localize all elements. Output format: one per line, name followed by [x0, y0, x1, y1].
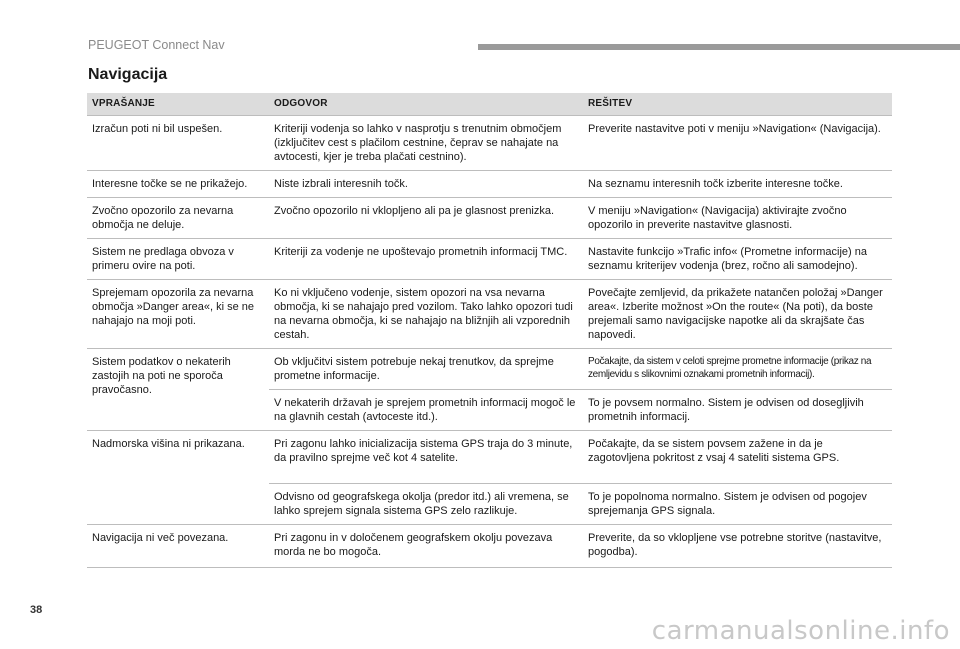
table-row: [87, 239, 892, 280]
question-cell: Sistem podatkov o nekaterih zastojih na poti ne sporoča pravočasno.: [87, 349, 269, 431]
solution-cell: Počakajte, da sistem v celoti sprejme prometne informacije (prikaz na zemljevidu s slikovnimi oznakami prometnih informacij).: [583, 349, 892, 390]
troubleshooting-table: [87, 93, 892, 568]
header-bar: [478, 44, 960, 50]
table-row: [87, 198, 892, 239]
page-title: Navigacija: [88, 66, 168, 83]
solution-cell: Preverite nastavitve poti v meniju »Navigation« (Navigacija).: [583, 116, 892, 171]
watermark: carmanualsonline.info: [651, 616, 950, 646]
table-row: [87, 171, 892, 198]
answer-cell: Pri zagonu lahko inicializacija sistema GPS traja do 3 minute, da pravilno sprejme več kot 4 satelite.: [269, 431, 583, 484]
table-row: [87, 280, 892, 349]
page-number: 38: [30, 604, 43, 616]
solution-cell: To je popolnoma normalno. Sistem je odvisen od pogojev sprejemanja GPS signala.: [583, 484, 892, 525]
column-header-solution: REŠITEV: [583, 93, 892, 116]
answer-cell: Ko ni vključeno vodenje, sistem opozori na vsa nevarna območja, ki se nahajajo pred vozilom. Tako lahko opozori tudi na nevarna območja, ki se nahajajo na bližnjih ali vzporednih cestah.: [269, 280, 583, 349]
solution-cell: V meniju »Navigation« (Navigacija) aktivirajte zvočno opozorilo in preverite nastavitve glasnosti.: [583, 198, 892, 239]
question-cell: Navigacija ni več povezana.: [87, 525, 269, 568]
answer-cell: Zvočno opozorilo ni vklopljeno ali pa je glasnost prenizka.: [269, 198, 583, 239]
answer-cell: Niste izbrali interesnih točk.: [269, 171, 583, 198]
answer-cell: Pri zagonu in v določenem geografskem okolju povezava morda ne bo mogoča.: [269, 525, 583, 568]
solution-cell: Počakajte, da se sistem povsem zažene in da je zagotovljena pokritost z vsaj 4 sateliti sistema GPS.: [583, 431, 892, 484]
solution-cell: Preverite, da so vklopljene vse potrebne storitve (nastavitve, pogodba).: [583, 525, 892, 568]
question-cell: Nadmorska višina ni prikazana.: [87, 431, 269, 525]
table-row: [87, 116, 892, 171]
answer-cell: Odvisno od geografskega okolja (predor itd.) ali vremena, se lahko sprejem signala sistema GPS zelo razlikuje.: [269, 484, 583, 525]
running-header: PEUGEOT Connect Nav: [88, 38, 225, 52]
answer-cell: Kriteriji za vodenje ne upoštevajo prometnih informacij TMC.: [269, 239, 583, 280]
question-cell: Sistem ne predlaga obvoza v primeru ovire na poti.: [87, 239, 269, 280]
table-row: [87, 349, 892, 390]
column-header-question: VPRAŠANJE: [87, 93, 269, 116]
answer-cell: Kriteriji vodenja so lahko v nasprotju s trenutnim območjem (izključitev cest s plačilom cestnine, čeprav se nahajate na avtocesti, kjer je treba plačati cestnino).: [269, 116, 583, 171]
table-row: [87, 525, 892, 568]
question-cell: Izračun poti ni bil uspešen.: [87, 116, 269, 171]
solution-cell: To je povsem normalno. Sistem je odvisen od dosegljivih prometnih informacij.: [583, 390, 892, 431]
answer-cell: V nekaterih državah je sprejem prometnih informacij mogoč le na glavnih cestah (avtoceste itd.).: [269, 390, 583, 431]
table-row: [87, 431, 892, 484]
table-header-row: [87, 93, 892, 116]
solution-cell: Nastavite funkcijo »Trafic info« (Prometne informacije) na seznamu kriterijev vodenja (brez, ročno ali samodejno).: [583, 239, 892, 280]
question-cell: Interesne točke se ne prikažejo.: [87, 171, 269, 198]
question-cell: Zvočno opozorilo za nevarna območja ne deluje.: [87, 198, 269, 239]
answer-cell: Ob vključitvi sistem potrebuje nekaj trenutkov, da sprejme prometne informacije.: [269, 349, 583, 390]
solution-cell: Na seznamu interesnih točk izberite interesne točke.: [583, 171, 892, 198]
solution-cell: Povečajte zemljevid, da prikažete natančen položaj »Danger area«. Izberite možnost »On the route« (Na poti), da boste prejemali samo navigacijske napotke ali da skrajšate čas napovedi.: [583, 280, 892, 349]
question-cell: Sprejemam opozorila za nevarna območja »Danger area«, ki se ne nahajajo na moji poti.: [87, 280, 269, 349]
column-header-answer: ODGOVOR: [269, 93, 583, 116]
